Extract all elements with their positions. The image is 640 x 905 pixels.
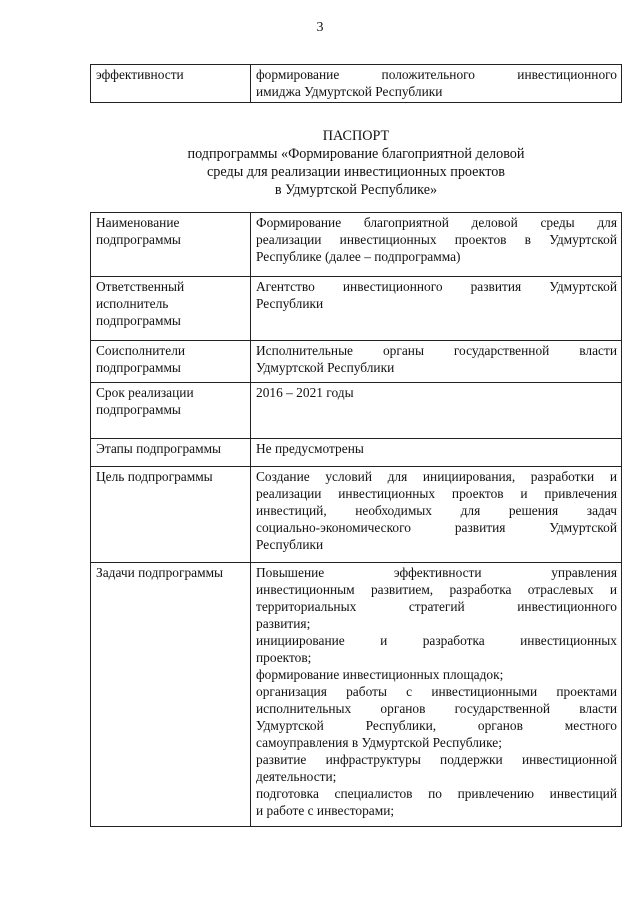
text-line: формирование положительного инвестиционного xyxy=(256,67,617,82)
text-line: имиджа Удмуртской Республики xyxy=(256,84,443,99)
page-number: 3 xyxy=(316,20,324,35)
row-value xyxy=(251,277,622,341)
row-label: Задачи подпрограммы xyxy=(91,563,251,827)
text-line: Удмуртской Республики, органов местного xyxy=(256,718,617,733)
text-line: подготовка специалистов по привлечению инвестиций xyxy=(256,786,617,801)
passport-subtitle-line: в Удмуртской Республике» xyxy=(274,182,438,198)
list-item xyxy=(256,785,617,819)
row-label: Этапы подпрограммы xyxy=(91,439,251,467)
text-line: инвестиционным развитием, разработка отраслевых и xyxy=(256,582,617,597)
text-line: Республике (далее – подпрограмма) xyxy=(256,249,461,264)
text-line: Формирование благоприятной деловой среды для xyxy=(256,215,617,230)
text-line: и работе с инвесторами; xyxy=(256,803,395,818)
text-line: реализации инвестиционных проектов в Удмуртской xyxy=(256,232,617,247)
table-row xyxy=(91,467,622,563)
table-row xyxy=(91,383,622,439)
row-label: Срок реализации подпрограммы xyxy=(91,383,251,439)
text-line: формирование инвестиционных площадок; xyxy=(256,667,504,682)
row-label: Ответственный исполнитель подпрограммы xyxy=(91,277,251,341)
text-line: исполнительных органов государственной власти xyxy=(256,701,617,716)
text-line: инвестиций, необходимых для решения задач xyxy=(256,503,617,518)
text-line: Удмуртской Республики xyxy=(256,360,395,375)
row-label: Соисполнители подпрограммы xyxy=(91,341,251,383)
text-line: Исполнительные органы государственной власти xyxy=(256,343,617,358)
row-value xyxy=(251,467,622,563)
text-line: Повышение эффективности управления xyxy=(256,565,617,580)
text-line: организация работы с инвестиционными проектами xyxy=(256,684,617,699)
text-line: развитие инфраструктуры поддержки инвестиционной xyxy=(256,752,617,767)
text-line: территориальных стратегий инвестиционного xyxy=(256,599,617,614)
passport-table xyxy=(90,212,622,827)
text-line: Создание условий для инициирования, разработки и xyxy=(256,469,617,484)
row-value xyxy=(251,65,622,103)
row-value xyxy=(251,341,622,383)
table-row xyxy=(91,65,622,103)
text-line: самоуправления в Удмуртской Республике; xyxy=(256,735,502,750)
row-value: 2016 – 2021 годы xyxy=(251,383,622,439)
text-line: инициирование и разработка инвестиционных xyxy=(256,633,617,648)
text-line: социально-экономического развития Удмуртской xyxy=(256,520,617,535)
text-line: деятельности; xyxy=(256,769,337,784)
text-line: развития; xyxy=(256,616,311,631)
row-label: эффективности xyxy=(91,65,251,103)
passport-subtitle-line: среды для реализации инвестиционных проектов xyxy=(207,164,505,180)
list-item xyxy=(256,666,617,683)
table-row xyxy=(91,563,622,827)
table-row xyxy=(91,213,622,277)
row-value: Не предусмотрены xyxy=(251,439,622,467)
list-item xyxy=(256,564,617,632)
table-row xyxy=(91,277,622,341)
row-label: Цель подпрограммы xyxy=(91,467,251,563)
table-row xyxy=(91,341,622,383)
passport-subtitle-line: подпрограммы «Формирование благоприятной деловой xyxy=(187,146,525,162)
text-line: Республики xyxy=(256,296,324,311)
row-label: Наименование подпрограммы xyxy=(91,213,251,277)
tasks-list xyxy=(251,563,622,827)
text-line: Республики xyxy=(256,537,324,552)
text-line: проектов; xyxy=(256,650,312,665)
table-row xyxy=(91,439,622,467)
continued-table xyxy=(90,64,622,103)
text-line: Агентство инвестиционного развития Удмуртской xyxy=(256,279,617,294)
text-line: реализации инвестиционных проектов и привлечения xyxy=(256,486,617,501)
list-item xyxy=(256,751,617,785)
list-item xyxy=(256,632,617,666)
passport-heading xyxy=(90,127,622,199)
row-value xyxy=(251,213,622,277)
passport-title: ПАСПОРТ xyxy=(322,128,390,144)
list-item xyxy=(256,683,617,751)
